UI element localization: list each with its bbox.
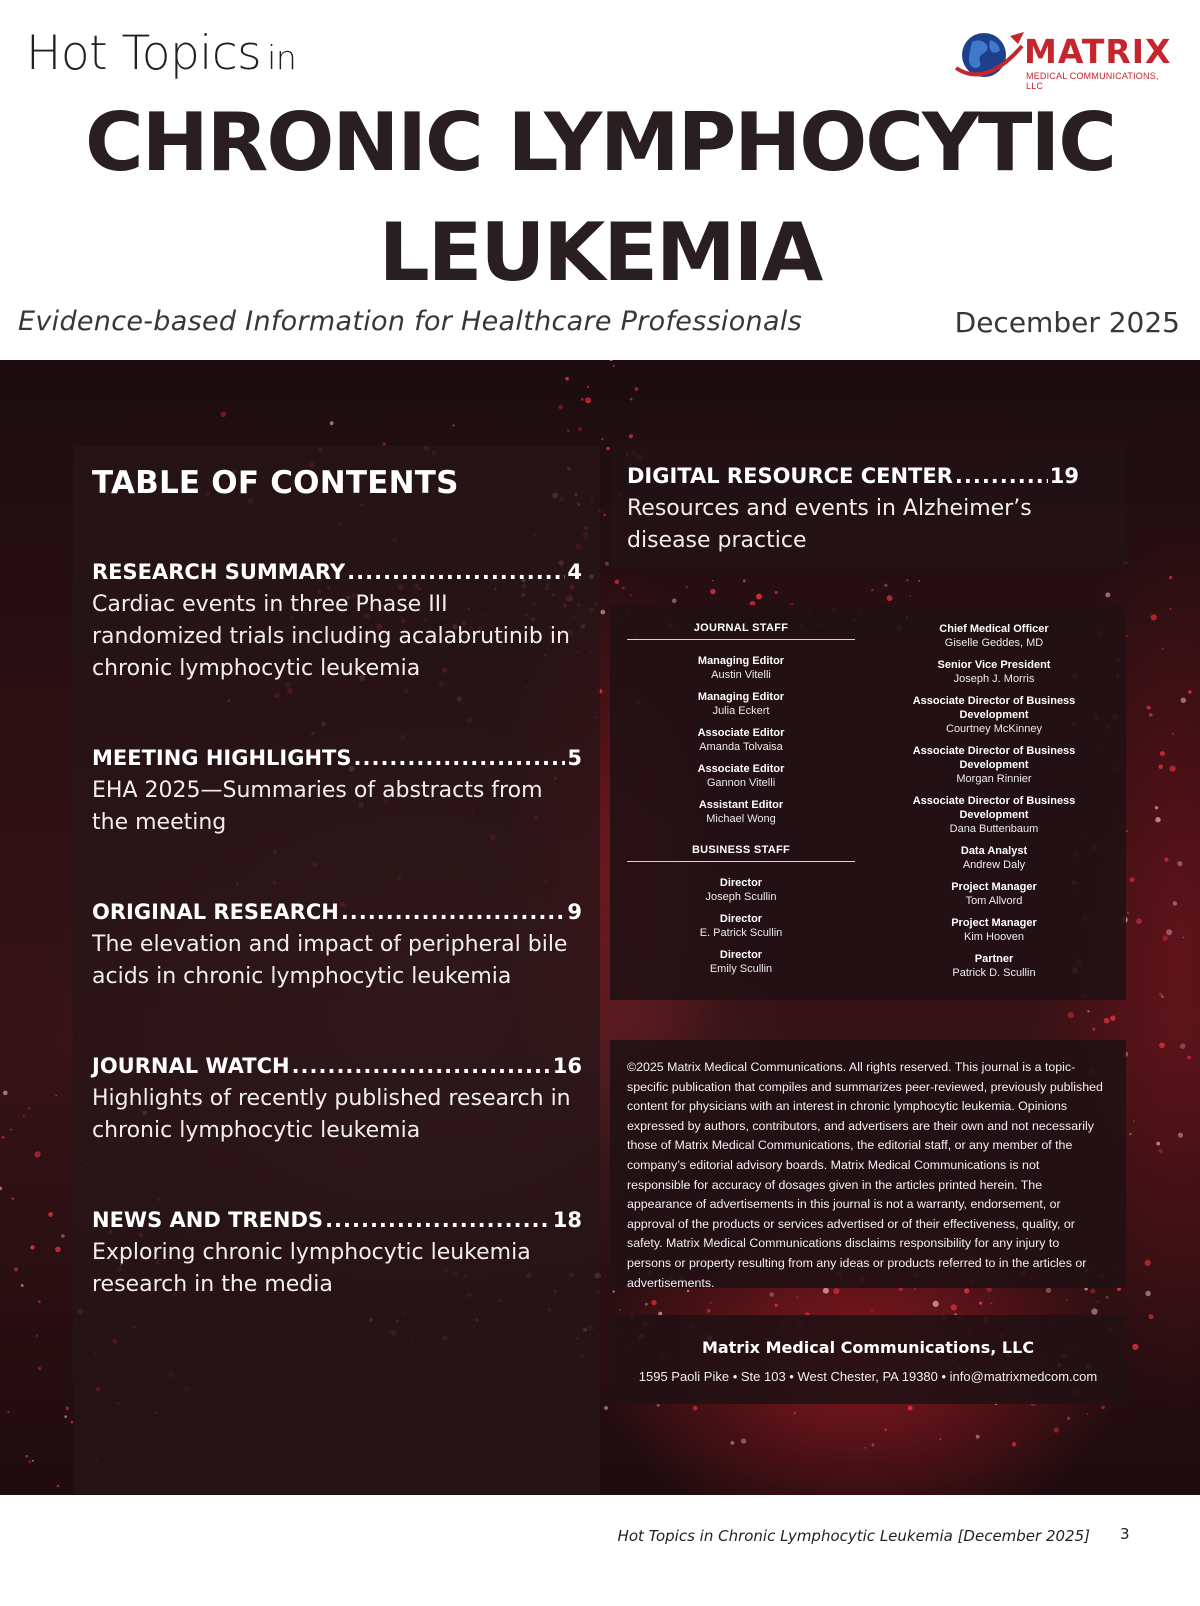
address-panel xyxy=(610,1315,1126,1404)
staff-name: Courtney McKinney xyxy=(946,723,1042,735)
toc-entry-title: MEETING HIGHLIGHTS xyxy=(92,746,352,770)
staff-name: Amanda Tolvaisa xyxy=(699,741,783,753)
staff-name: E. Patrick Scullin xyxy=(699,927,783,939)
staff-name: Tom Allvord xyxy=(965,895,1023,907)
logo-subtitle: MEDICAL COMMUNICATIONS, LLC xyxy=(1026,71,1159,91)
toc-entry-description: The elevation and impact of peripheral bile acids in chronic lymphocytic leukemia xyxy=(92,932,568,989)
staff-name: Patrick D. Scullin xyxy=(952,967,1036,979)
staff-name: Dana Buttenbaum xyxy=(949,823,1039,835)
toc-entry-line xyxy=(92,900,582,924)
toc-entry-digital-resource-center[interactable] xyxy=(627,464,1079,557)
business-staff-heading: BUSINESS STAFF xyxy=(627,844,855,862)
staff-member xyxy=(880,952,1108,980)
staff-name: Giselle Geddes, MD xyxy=(944,637,1044,649)
contents-band xyxy=(0,360,1200,1495)
page-number: 3 xyxy=(1120,1525,1130,1543)
staff-member xyxy=(880,658,1108,686)
journal-staff-heading: JOURNAL STAFF xyxy=(627,622,855,640)
staff-member xyxy=(880,844,1108,872)
leader-dots xyxy=(347,560,565,584)
staff-member xyxy=(880,880,1108,908)
toc-entry-meeting-highlights[interactable] xyxy=(92,746,582,839)
staff-role: Data Analyst xyxy=(960,845,1028,857)
toc-entry-description: Cardiac events in three Phase III randomized trials including acalabrutinib in chronic lymphocytic leukemia xyxy=(92,592,570,681)
staff-name: Kim Hooven xyxy=(964,931,1024,943)
publisher-name: Matrix Medical Communications, LLC xyxy=(701,1338,1035,1357)
toc-entry-description: Resources and events in Alzheimer’s disease practice xyxy=(627,496,1032,553)
staff-member xyxy=(627,912,855,940)
staff-member xyxy=(880,916,1108,944)
toc-entry-description: Highlights of recently published research in chronic lymphocytic leukemia xyxy=(92,1086,571,1143)
toc-entry-title: ORIGINAL RESEARCH xyxy=(92,900,339,924)
publication-title-line-2: LEUKEMIA xyxy=(378,206,822,299)
toc-entry-page: 16 xyxy=(552,1054,582,1078)
page-header xyxy=(0,0,1200,360)
logo-wordmark: MATRIX xyxy=(1024,32,1172,71)
staff-role: Director xyxy=(719,913,763,925)
toc-entry-research-summary[interactable] xyxy=(92,560,582,685)
staff-role: Director xyxy=(719,949,763,961)
staff-role: Assistant Editor xyxy=(698,799,784,811)
staff-role: Project Manager xyxy=(951,881,1037,893)
staff-name: Emily Scullin xyxy=(709,963,773,975)
toc-entry-line xyxy=(92,560,582,584)
staff-member xyxy=(627,798,855,826)
staff-role: Partner xyxy=(974,953,1014,965)
staff-member xyxy=(627,690,855,718)
toc-entry-line xyxy=(92,1054,582,1078)
staff-member xyxy=(880,744,1108,786)
leader-dots xyxy=(325,1208,551,1232)
staff-member xyxy=(880,622,1108,650)
staff-role: Associate Director of Business Development xyxy=(912,695,1076,721)
staff-member xyxy=(627,654,855,682)
toc-entry-page: 18 xyxy=(552,1208,582,1232)
toc-entry-description: Exploring chronic lymphocytic leukemia research in the media xyxy=(92,1240,531,1297)
staff-role: Director xyxy=(719,877,763,889)
toc-entry-title: RESEARCH SUMMARY xyxy=(92,560,346,584)
staff-member xyxy=(627,876,855,904)
staff-role: Managing Editor xyxy=(697,655,785,667)
staff-role: Associate Editor xyxy=(697,763,785,775)
leader-dots xyxy=(341,900,566,924)
toc-entry-title: NEWS AND TRENDS xyxy=(92,1208,324,1232)
leader-dots xyxy=(292,1054,551,1078)
staff-name: Julia Eckert xyxy=(712,705,770,717)
staff-role: Chief Medical Officer xyxy=(939,623,1049,635)
leader-dots xyxy=(354,746,566,770)
toc-heading: TABLE OF CONTENTS xyxy=(92,465,459,501)
issue-date: December 2025 xyxy=(954,306,1180,339)
toc-entry-line xyxy=(92,746,582,770)
journal-staff-column xyxy=(627,622,855,984)
publisher-logo xyxy=(950,26,1176,91)
staff-member xyxy=(627,762,855,790)
staff-name: Joseph Scullin xyxy=(705,891,777,903)
staff-role: Managing Editor xyxy=(697,691,785,703)
toc-entry-title: JOURNAL WATCH xyxy=(92,1054,290,1078)
series-kicker xyxy=(26,26,296,81)
staff-role: Project Manager xyxy=(951,917,1037,929)
staff-name: Morgan Rinnier xyxy=(956,773,1032,785)
toc-entry-line xyxy=(627,464,1079,488)
leader-dots xyxy=(955,464,1048,488)
staff-role: Associate Director of Business Development xyxy=(912,795,1076,821)
toc-entry-page: 5 xyxy=(567,746,582,770)
toc-entry-page: 19 xyxy=(1049,464,1079,488)
toc-entry-line xyxy=(92,1208,582,1232)
toc-entry-journal-watch[interactable] xyxy=(92,1054,582,1147)
executive-staff-column xyxy=(880,622,1108,988)
staff-member xyxy=(880,794,1108,836)
staff-name: Austin Vitelli xyxy=(711,669,771,681)
tagline: Evidence-based Information for Healthcare Professionals xyxy=(18,306,802,337)
staff-name: Gannon Vitelli xyxy=(706,777,776,789)
publication-title-line-1: CHRONIC LYMPHOCYTIC xyxy=(85,96,1115,189)
toc-entry-page: 4 xyxy=(567,560,582,584)
staff-role: Associate Director of Business Development xyxy=(912,745,1076,771)
copyright-disclaimer: ©2025 Matrix Medical Communications. All rights reserved. This journal is a topic-specific publication that compiles and summarizes peer-reviewed, previously published content for physicians with an interest in chronic lymphocytic leukemia. Opinions expressed by authors, contributors, and advertisers are their own and not necessarily those of Matrix Medical Communications, the editorial staff, or any member of the company’s editorial advisory boards. Matrix Medical Communications is not responsible for accuracy of dosages given in the articles printed herein. The appearance of advertisements in this journal is not a warranty, endorsement, or approval of the products or services advertised or of their effectiveness, quality, or safety. Matrix Medical Communications disclaims responsibility for any injury to persons or property resulting from any ideas or products referred to in the articles or advertisements. xyxy=(627,1060,1103,1290)
staff-name: Michael Wong xyxy=(706,813,776,825)
globe-icon xyxy=(950,26,1028,86)
toc-entry-title: DIGITAL RESOURCE CENTER xyxy=(627,464,953,488)
toc-entry-original-research[interactable] xyxy=(92,900,582,993)
toc-entry-description: EHA 2025—Summaries of abstracts from the meeting xyxy=(92,778,543,835)
staff-member xyxy=(627,726,855,754)
toc-entry-page: 9 xyxy=(567,900,582,924)
series-kicker-text: Hot Topics xyxy=(26,26,262,81)
staff-member xyxy=(627,948,855,976)
staff-role: Associate Editor xyxy=(697,727,785,739)
publisher-address: 1595 Paoli Pike • Ste 103 • West Chester, PA 19380 • info@matrixmedcom.com xyxy=(638,1369,1098,1384)
toc-entry-news-and-trends[interactable] xyxy=(92,1208,582,1301)
staff-name: Andrew Daly xyxy=(962,859,1026,871)
running-footer-title: Hot Topics in Chronic Lymphocytic Leukemia [December 2025] xyxy=(617,1527,1090,1545)
staff-role: Senior Vice President xyxy=(937,659,1051,671)
staff-member xyxy=(880,694,1108,736)
staff-name: Joseph J. Morris xyxy=(953,673,1035,685)
series-kicker-in: in xyxy=(267,38,297,77)
